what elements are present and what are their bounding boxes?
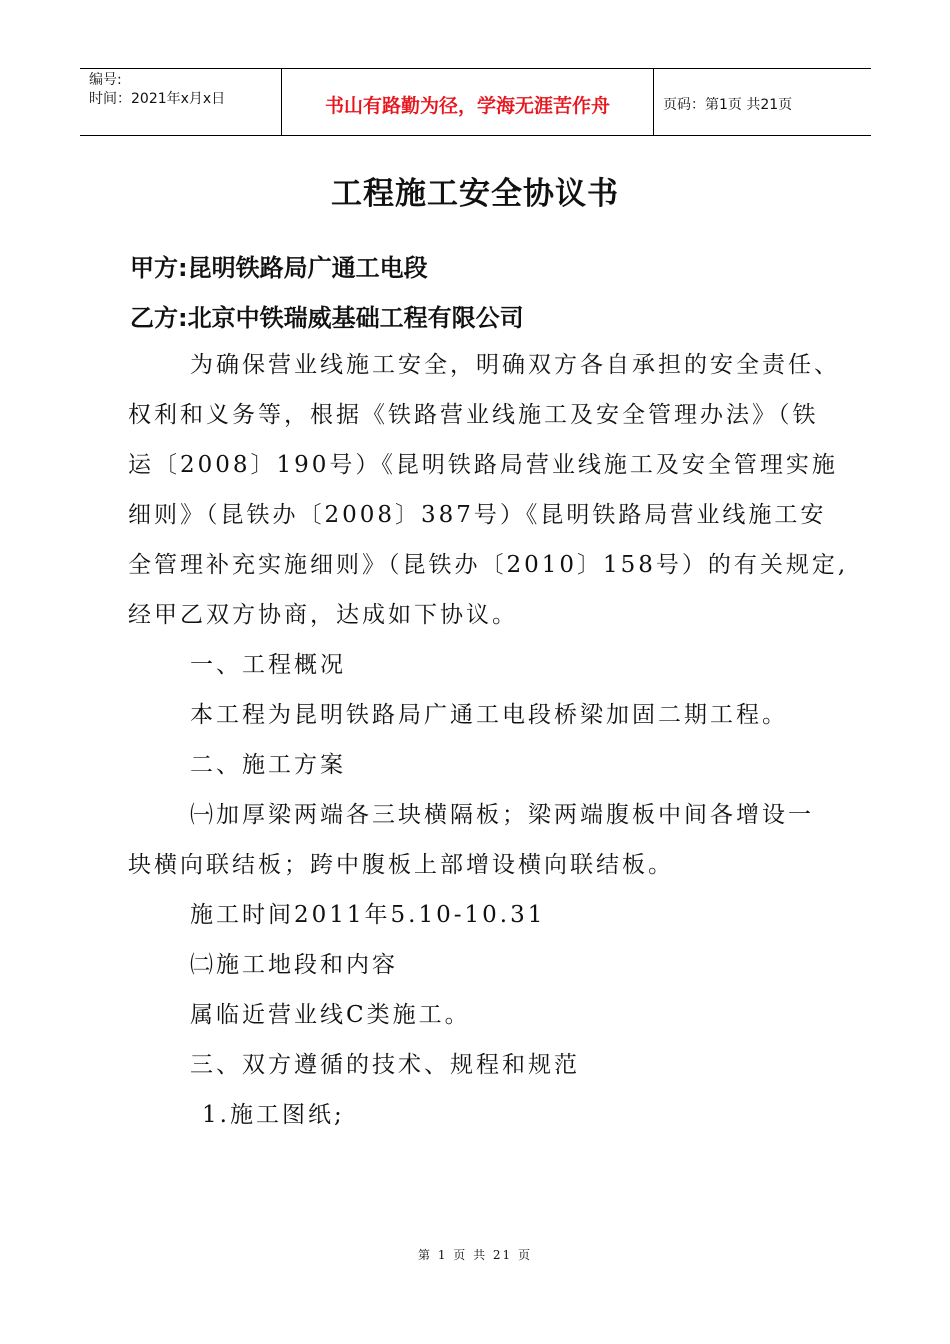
section-heading: 三、双方遵循的技术、规程和规范 [190, 1052, 580, 1078]
paragraph-line: 为确保营业线施工安全，明确双方各自承担的安全责任、 [190, 352, 840, 378]
paragraph-line: 全管理补充实施细则》（昆铁办〔2010〕158号）的有关规定, [128, 552, 849, 578]
item-text: 属临近营业线C类施工。 [190, 1002, 471, 1028]
list-item: 1.施工图纸; [202, 1102, 345, 1128]
section-heading: 二、施工方案 [190, 752, 346, 778]
item-line: ㈠加厚梁两端各三块横隔板；梁两端腹板中间各增设一 [190, 802, 814, 828]
document-title: 工程施工安全协议书 [331, 176, 619, 212]
paragraph-line: 经甲乙双方协商，达成如下协议。 [128, 602, 518, 628]
time-label: 时间：2021年x月x日 [89, 91, 226, 107]
section-text: 本工程为昆明铁路局广通工电段桥梁加固二期工程。 [190, 702, 788, 728]
paragraph-line: 细则》（昆铁办〔2008〕387号）《昆明铁路局营业线施工安 [128, 502, 827, 528]
header-meta [80, 69, 282, 135]
page-footer: 第 1 页 共 21 页 [418, 1248, 532, 1262]
item-heading: ㈡施工地段和内容 [190, 952, 398, 978]
paragraph-line: 权利和义务等，根据《铁路营业线施工及安全管理办法》（铁 [128, 402, 819, 428]
header-page-number: 页码：第1页 共21页 [663, 97, 793, 113]
party-b: 乙方:北京中铁瑞威基础工程有限公司 [130, 304, 524, 332]
item-line: 块横向联结板；跨中腹板上部增设横向联结板。 [128, 852, 674, 878]
section-heading: 一、工程概况 [190, 652, 346, 678]
document-body [128, 340, 849, 1140]
paragraph-line: 运〔2008〕190号）《昆明铁路局营业线施工及安全管理实施 [128, 452, 838, 478]
page-header [80, 68, 871, 136]
construction-time: 施工时间2011年5.10-10.31 [190, 902, 546, 928]
party-a: 甲方:昆明铁路局广通工电段 [130, 254, 428, 282]
header-motto: 书山有路勤为径，学海无涯苦作舟 [282, 69, 654, 135]
number-label: 编号: [89, 72, 122, 88]
